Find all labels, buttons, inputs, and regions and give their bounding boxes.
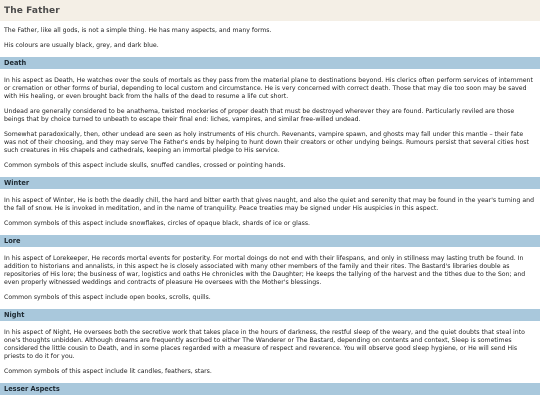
section-paragraph: Common symbols of this aspect include lit candles, feathers, stars. (4, 368, 212, 375)
section-heading-lesser-aspects: Lesser Aspects (0, 383, 540, 395)
intro-paragraph: The Father, like all gods, is not a simple thing. He has many aspects, and many forms. (4, 27, 272, 34)
section-paragraph: Common symbols of this aspect include open books, scrolls, quills. (4, 294, 211, 301)
section-paragraph: In his aspect of Night, He oversees both the secretive work that takes place in the hours of darkness, the restful sleep of the weary, and the quiet doubts that steal into one's thoughts unbidden. Although dreams are frequently ascribed to either The Wanderer or The Bastard, depending on contents and context, Sleep is sometimes considered the little cousin to Death, and in some places regarded with a measure of respect and reverence. You will observe good sleep hygiene, or He will send His priests to do it for you. (4, 329, 525, 360)
section-paragraph: Common symbols of this aspect include snowflakes, circles of opaque black, shards of ice or glass. (4, 220, 311, 227)
section-paragraph: In his aspect as Death, He watches over the souls of mortals as they pass from the material plane to destinations beyond. His clerics often perform services of internment or cremation or other forms of burial, depending to local custom and circumstance. He is very concerned with correct death. Those that may die too soon may be saved with His healing, or even brought back from the halls of the dead to resume a life cut short. (4, 77, 533, 100)
section-heading-winter: Winter (0, 177, 540, 189)
section-death (0, 77, 540, 170)
section-winter (0, 197, 540, 228)
section-heading-lore: Lore (0, 235, 540, 247)
section-paragraph: Undead are generally considered to be anathema, twisted mockeries of proper death that must be destroyed wherever they are found. Particularly reviled are those beings that by choice turned to unbeath to escape their final end: liches, vampires, and similar free-willed undead. (4, 108, 515, 123)
section-paragraph: Somewhat paradoxically, then, other undead are seen as holy instruments of His church. Revenants, vampire spawn, and ghosts may fall under this mantle – their fate was not of their choosing, and they may serve The Father's ends by helping to hunt down their creators or other undying beings. Rumours persist that several cities host such creatures in His chapels and cathedrals, keeping an immortal pledge to His service. (4, 131, 529, 154)
section-paragraph: In his aspect of Winter, He is both the deadly chill, the hard and bitter earth that gives naught, and also the quiet and serenity that may be found in the year's turning and the fall of snow. He is invoked in meditation, and in the name of tranquility. Peace treaties may be signed under His auspicies in this aspect. (4, 197, 534, 212)
section-paragraph: Common symbols of this aspect include skulls, snuffed candles, crossed or pointing hands. (4, 162, 286, 169)
section-night (0, 329, 540, 376)
section-lore (0, 255, 540, 302)
intro-section (0, 21, 540, 50)
intro-paragraph: His colours are usually black, grey, and dark blue. (4, 42, 159, 49)
section-heading-death: Death (0, 57, 540, 69)
section-heading-night: Night (0, 309, 540, 321)
section-paragraph: In his aspect of Lorekeeper, He records mortal events for posterity. For mortal doings do not end with their lifespans, and only in stillness may lasting truth be found. In addition to historians and annalists, in this aspect he is closely associated with many other members of the family and their rites. The Bastard's libraries double as repositories of His lore; the business of war, logistics and oaths He chronicles with the Daughter; He keeps the tallying of the harvest and the tithes due to the Son; and even properly witnessed weddings and contracts of pleasure He oversees with the Mother's blessings. (4, 255, 526, 286)
page-title: The Father (0, 0, 540, 21)
